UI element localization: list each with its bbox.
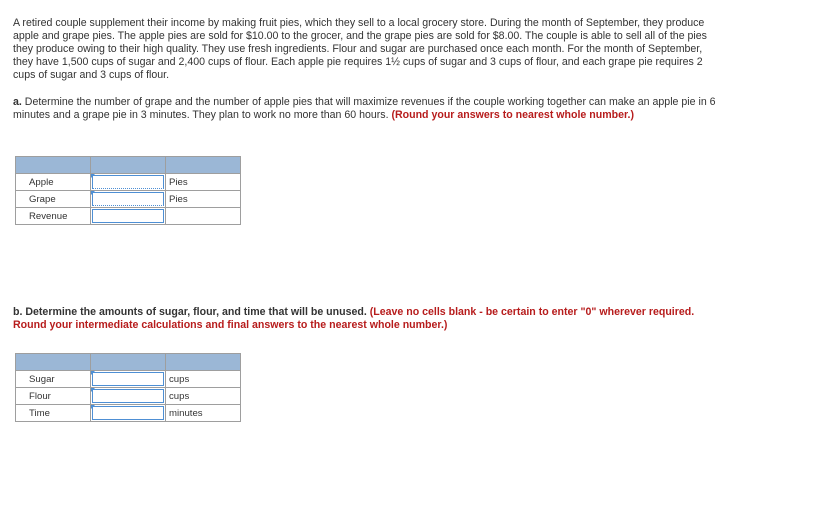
- part-b-header-row: [16, 354, 241, 371]
- sugar-unused-input[interactable]: [91, 371, 166, 388]
- part-a-header-row: [16, 157, 241, 174]
- part-b-table: [15, 353, 241, 422]
- row-label-time: Time: [16, 405, 91, 422]
- grape-unit: Pies: [166, 191, 241, 208]
- part-b-prompt: [13, 306, 723, 332]
- flag-icon: [91, 388, 95, 392]
- table-row: [16, 174, 241, 191]
- part-b-label: b.: [13, 306, 23, 318]
- time-unused-input[interactable]: [91, 405, 166, 422]
- problem-intro: A retired couple supplement their income by making fruit pies, which they sell to a local grocery store. During the month of September, they produce apple and grape pies. The apple pies are sold for $10.00 to the grocer, and the grape pies are sold for $8.00. The couple is able to sell all of the pies they produce owing to their high quality. They use fresh ingredients. Flour and sugar are purchased once each month. For the month of September, they have 1,500 cups of sugar and 2,400 cups of flour. Each apple pie requires 1½ cups of sugar and 3 cups of flour, and each grape pie requires 2 cups of sugar and 3 cups of flour.: [13, 17, 707, 81]
- part-a-label: a.: [13, 96, 22, 108]
- table-row: [16, 405, 241, 422]
- flag-icon: [91, 405, 95, 409]
- part-a-table: [15, 156, 241, 225]
- row-label-apple: Apple: [16, 174, 91, 191]
- table-row: [16, 191, 241, 208]
- apple-unit: Pies: [166, 174, 241, 191]
- flour-unused-input[interactable]: [91, 388, 166, 405]
- part-a-text: Determine the number of grape and the number of apple pies that will maximize revenues if the couple working together can make an apple pie in 6 minutes and a grape pie in 3 minutes. They plan to work no more than 60 hours.: [13, 96, 716, 121]
- flour-unit: cups: [166, 388, 241, 405]
- revenue-unit: [166, 208, 241, 225]
- flag-icon: [91, 371, 95, 375]
- revenue-input[interactable]: [91, 208, 166, 225]
- sugar-unit: cups: [166, 371, 241, 388]
- grape-pies-input[interactable]: [91, 191, 166, 208]
- part-a-note: (Round your answers to nearest whole number.): [391, 109, 634, 121]
- part-b-text: Determine the amounts of sugar, flour, and time that will be unused.: [22, 306, 370, 318]
- row-label-sugar: Sugar: [16, 371, 91, 388]
- flag-icon: [91, 191, 95, 195]
- row-label-revenue: Revenue: [16, 208, 91, 225]
- table-row: [16, 208, 241, 225]
- flag-icon: [91, 174, 95, 178]
- time-unit: minutes: [166, 405, 241, 422]
- table-row: [16, 371, 241, 388]
- apple-pies-input[interactable]: [91, 174, 166, 191]
- table-row: [16, 388, 241, 405]
- part-a-prompt: [13, 96, 723, 122]
- part-b-note: (Leave no cells blank - be certain to enter "0" wherever required. Round your intermediate calculations and final answers to the nearest whole number.): [13, 306, 695, 331]
- row-label-grape: Grape: [16, 191, 91, 208]
- row-label-flour: Flour: [16, 388, 91, 405]
